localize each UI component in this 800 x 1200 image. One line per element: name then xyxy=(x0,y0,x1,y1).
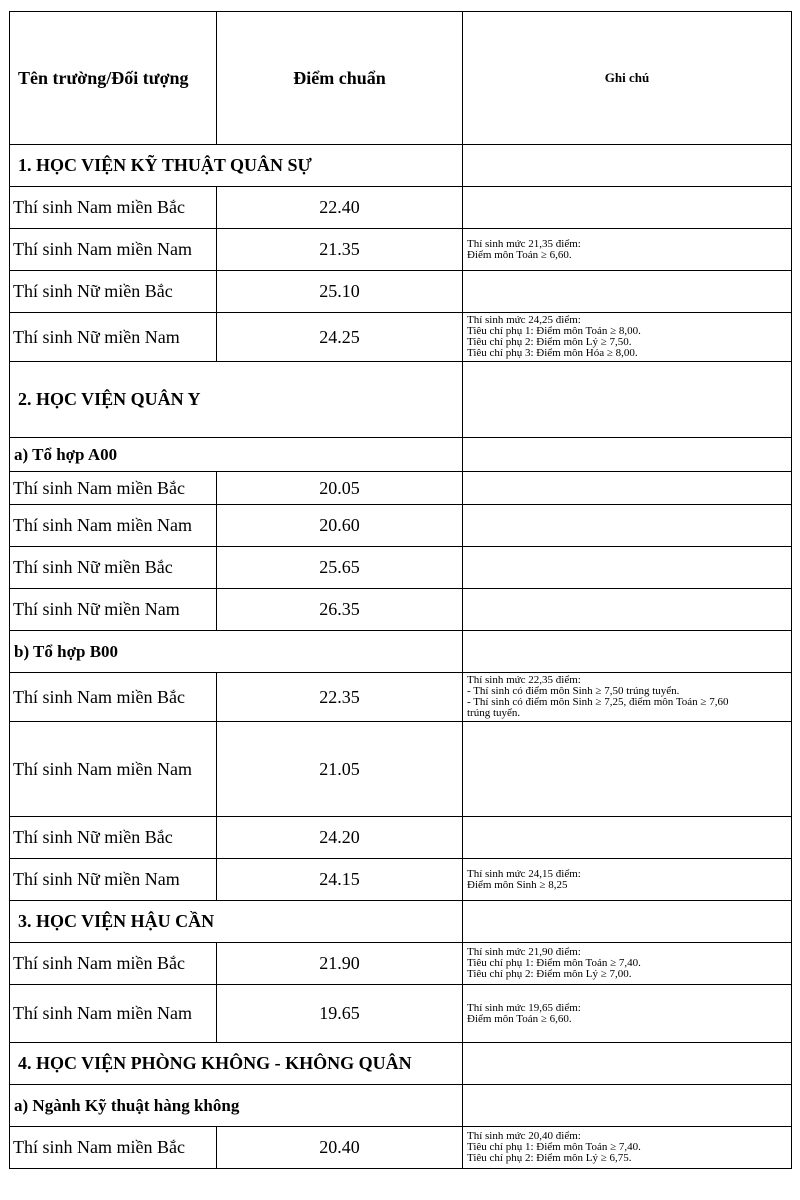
candidate-group: Thí sinh Nữ miền Bắc xyxy=(10,547,217,589)
cutoff-score: 24.25 xyxy=(217,313,463,362)
note-line: Điểm môn Toán ≥ 6,60. xyxy=(467,248,572,261)
table-row xyxy=(10,505,792,547)
table-row xyxy=(10,817,792,859)
note-cell xyxy=(463,943,792,985)
section-row xyxy=(10,145,792,187)
candidate-group: Thí sinh Nữ miền Bắc xyxy=(10,817,217,859)
table-row xyxy=(10,589,792,631)
table-body xyxy=(10,145,792,1169)
note-line: Thí sinh mức 21,90 điểm: xyxy=(467,946,581,958)
note-cell xyxy=(463,362,792,438)
section-row xyxy=(10,1043,792,1085)
note-line: Điểm môn Toán ≥ 6,60. xyxy=(467,1012,572,1025)
subsection-row xyxy=(10,1085,792,1127)
note-cell xyxy=(463,1127,792,1169)
cutoff-score: 20.05 xyxy=(217,472,463,505)
table-row xyxy=(10,859,792,901)
note-cell xyxy=(463,673,792,722)
table-row xyxy=(10,547,792,589)
note-cell xyxy=(463,859,792,901)
cutoff-score: 24.20 xyxy=(217,817,463,859)
table-row xyxy=(10,229,792,271)
note-line: Tiêu chí phụ 2: Điểm môn Lý ≥ 7,50. xyxy=(467,336,632,348)
section-title: 2. HỌC VIỆN QUÂN Y xyxy=(10,362,463,438)
note-line: Tiêu chí phụ 1: Điểm môn Toán ≥ 7,40. xyxy=(467,1141,641,1153)
note-cell xyxy=(463,985,792,1043)
subsection-row xyxy=(10,438,792,472)
note-line: Tiêu chí phụ 1: Điểm môn Toán ≥ 8,00. xyxy=(467,325,641,337)
candidate-group: Thí sinh Nữ miền Nam xyxy=(10,589,217,631)
note-cell xyxy=(463,271,792,313)
subsection-row xyxy=(10,631,792,673)
candidate-group: Thí sinh Nam miền Bắc xyxy=(10,187,217,229)
note-cell xyxy=(463,589,792,631)
cutoff-score: 25.65 xyxy=(217,547,463,589)
note-line: Thí sinh mức 24,25 điểm: xyxy=(467,314,581,326)
table-row xyxy=(10,722,792,817)
note-cell xyxy=(463,817,792,859)
candidate-group: Thí sinh Nữ miền Nam xyxy=(10,313,217,362)
note-cell xyxy=(463,1043,792,1085)
cutoff-score: 21.90 xyxy=(217,943,463,985)
candidate-group: Thí sinh Nam miền Bắc xyxy=(10,673,217,722)
cutoff-score: 22.35 xyxy=(217,673,463,722)
note-line: Thí sinh mức 22,35 điểm: xyxy=(467,674,581,686)
note-line: Điểm môn Sinh ≥ 8,25 xyxy=(467,878,568,891)
section-row xyxy=(10,362,792,438)
note-line: Tiêu chí phụ 1: Điểm môn Toán ≥ 7,40. xyxy=(467,957,641,969)
table-row xyxy=(10,985,792,1043)
candidate-group: Thí sinh Nam miền Nam xyxy=(10,505,217,547)
table-row xyxy=(10,1127,792,1169)
header-note: Ghi chú xyxy=(463,12,792,145)
section-title: 1. HỌC VIỆN KỸ THUẬT QUÂN SỰ xyxy=(10,145,463,187)
section-row xyxy=(10,901,792,943)
note-cell xyxy=(463,472,792,505)
subsection-title: b) Tổ hợp B00 xyxy=(10,631,463,673)
table-row xyxy=(10,271,792,313)
table-row xyxy=(10,313,792,362)
table-row xyxy=(10,943,792,985)
note-line: Tiêu chí phụ 3: Điểm môn Hóa ≥ 8,00. xyxy=(467,347,638,359)
candidate-group: Thí sinh Nữ miền Nam xyxy=(10,859,217,901)
note-cell xyxy=(463,145,792,187)
header-school: Tên trường/Đối tượng xyxy=(10,12,217,145)
note-cell xyxy=(463,631,792,673)
subsection-title: a) Ngành Kỹ thuật hàng không xyxy=(10,1085,463,1127)
note-line: Tiêu chí phụ 2: Điểm môn Lý ≥ 6,75. xyxy=(467,1152,632,1164)
note-cell xyxy=(463,1085,792,1127)
note-line: Thí sinh mức 21,35 điểm: xyxy=(467,237,581,250)
section-title: 4. HỌC VIỆN PHÒNG KHÔNG - KHÔNG QUÂN xyxy=(10,1043,463,1085)
cutoff-score: 21.35 xyxy=(217,229,463,271)
note-line: Tiêu chí phụ 2: Điểm môn Lý ≥ 7,00. xyxy=(467,968,632,980)
cutoff-score: 24.15 xyxy=(217,859,463,901)
note-cell xyxy=(463,547,792,589)
cutoff-score: 22.40 xyxy=(217,187,463,229)
note-cell xyxy=(463,187,792,229)
cutoff-score: 25.10 xyxy=(217,271,463,313)
note-line: Thí sinh mức 24,15 điểm: xyxy=(467,867,581,880)
admission-score-table xyxy=(9,11,792,1169)
header-row xyxy=(10,12,792,145)
candidate-group: Thí sinh Nữ miền Bắc xyxy=(10,271,217,313)
candidate-group: Thí sinh Nam miền Bắc xyxy=(10,1127,217,1169)
note-cell xyxy=(463,722,792,817)
note-line: - Thí sinh có điểm môn Sinh ≥ 7,50 trúng tuyển. xyxy=(467,685,680,697)
cutoff-score: 21.05 xyxy=(217,722,463,817)
note-line: trúng tuyển. xyxy=(467,707,521,719)
cutoff-score: 20.40 xyxy=(217,1127,463,1169)
section-title: 3. HỌC VIỆN HẬU CẦN xyxy=(10,901,463,943)
subsection-title: a) Tổ hợp A00 xyxy=(10,438,463,472)
candidate-group: Thí sinh Nam miền Bắc xyxy=(10,943,217,985)
note-cell xyxy=(463,438,792,472)
note-cell xyxy=(463,901,792,943)
note-cell xyxy=(463,229,792,271)
candidate-group: Thí sinh Nam miền Bắc xyxy=(10,472,217,505)
table-row xyxy=(10,187,792,229)
table-row xyxy=(10,673,792,722)
candidate-group: Thí sinh Nam miền Nam xyxy=(10,722,217,817)
cutoff-score: 19.65 xyxy=(217,985,463,1043)
candidate-group: Thí sinh Nam miền Nam xyxy=(10,985,217,1043)
note-cell xyxy=(463,505,792,547)
note-line: Thí sinh mức 19,65 điểm: xyxy=(467,1001,581,1014)
candidate-group: Thí sinh Nam miền Nam xyxy=(10,229,217,271)
note-line: - Thí sinh có điểm môn Sinh ≥ 7,25, điểm môn Toán ≥ 7,60 xyxy=(467,696,729,708)
header-score: Điểm chuẩn xyxy=(217,12,463,145)
note-line: Thí sinh mức 20,40 điểm: xyxy=(467,1130,581,1142)
table-row xyxy=(10,472,792,505)
cutoff-score: 26.35 xyxy=(217,589,463,631)
cutoff-score: 20.60 xyxy=(217,505,463,547)
note-cell xyxy=(463,313,792,362)
